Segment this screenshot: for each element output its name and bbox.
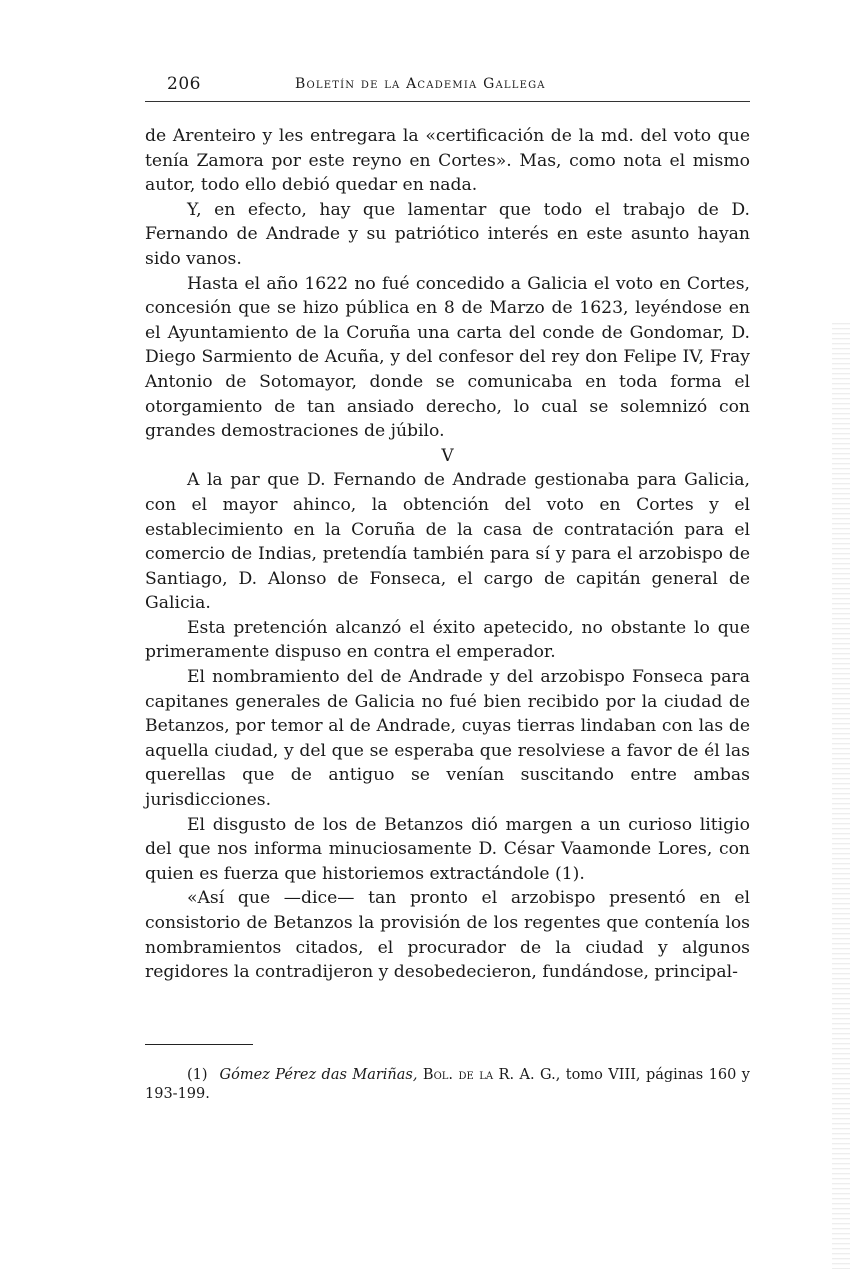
footnote-marker: (1) bbox=[187, 1067, 208, 1083]
header-rule bbox=[145, 101, 750, 102]
footnote-reference: tomo VIII, páginas 160 y 193-199. bbox=[145, 1067, 750, 1102]
paragraph: El nombramiento del de Andrade y del arzobispo Fonseca para capitanes generales de Galicia no fué bien recibido por la ciudad de Betanzos, por temor al de Andrade, cuyas tierras lindaban con las de aquella ciudad, y del que se esperaba que resolviese a favor de él las querellas que de antiguo se venían suscitando entre ambas jurisdicciones. bbox=[145, 667, 750, 811]
paragraph: de Arenteiro y les entregara la «certificación de la md. del voto que tenía Zamora por este reyno en Cortes». Mas, como nota el mismo autor, todo ello debió quedar en nada. bbox=[145, 126, 750, 196]
footnote bbox=[145, 1066, 750, 1104]
footnote-author: Gómez Pérez das Mariñas, bbox=[219, 1067, 418, 1083]
page-edge-scan-noise bbox=[832, 320, 850, 1269]
footnote-rule bbox=[145, 1044, 253, 1045]
running-title: Boletín de la Academia Gallega bbox=[295, 76, 546, 92]
page-header bbox=[145, 74, 750, 102]
body-text bbox=[145, 124, 750, 985]
page-number: 206 bbox=[167, 74, 201, 94]
paragraph: «Así que —dice— tan pronto el arzobispo presentó en el consistorio de Betanzos la provisión de los regentes que contenía los nombramientos citados, el procurador de la ciudad y algunos regidores la contradijeron y desobedecieron, fundándose, principal- bbox=[145, 888, 750, 983]
paragraph: Esta pretención alcanzó el éxito apetecido, no obstante lo que primeramente dispuso en contra el emperador. bbox=[145, 617, 750, 663]
paragraph: El disgusto de los de Betanzos dió margen a un curioso litigio del que nos informa minuciosamente D. César Vaamonde Lores, con quien es fuerza que historiemos extractándole (1). bbox=[145, 814, 750, 884]
paragraph: Hasta el año 1622 no fué concedido a Galicia el voto en Cortes, concesión que se hizo pública en 8 de Marzo de 1623, leyéndose en el Ayuntamiento de la Coruña una carta del conde de Gondomar, D. Diego Sarmiento de Acuña, y del confesor del rey don Felipe IV, Fray Antonio de Sotomayor, donde se comunicaba en toda forma el otorgamiento de tan ansiado derecho, lo cual se solemnizó con grandes demostraciones de júbilo. bbox=[145, 273, 750, 442]
footnote-source: Bol. de la R. A. G., bbox=[422, 1067, 561, 1083]
paragraph: Y, en efecto, hay que lamentar que todo el trabajo de D. Fernando de Andrade y su patriótico interés en este asunto hayan sido vanos. bbox=[145, 199, 750, 269]
paragraph: A la par que D. Fernando de Andrade gestionaba para Galicia, con el mayor ahinco, la obtención del voto en Cortes y el establecimiento en la Coruña de la casa de contratación para el comercio de Indias, pretendía también para sí y para el arzobispo de Santiago, D. Alonso de Fonseca, el cargo de capitán general de Galicia. bbox=[145, 470, 750, 614]
section-heading: V bbox=[441, 445, 454, 466]
